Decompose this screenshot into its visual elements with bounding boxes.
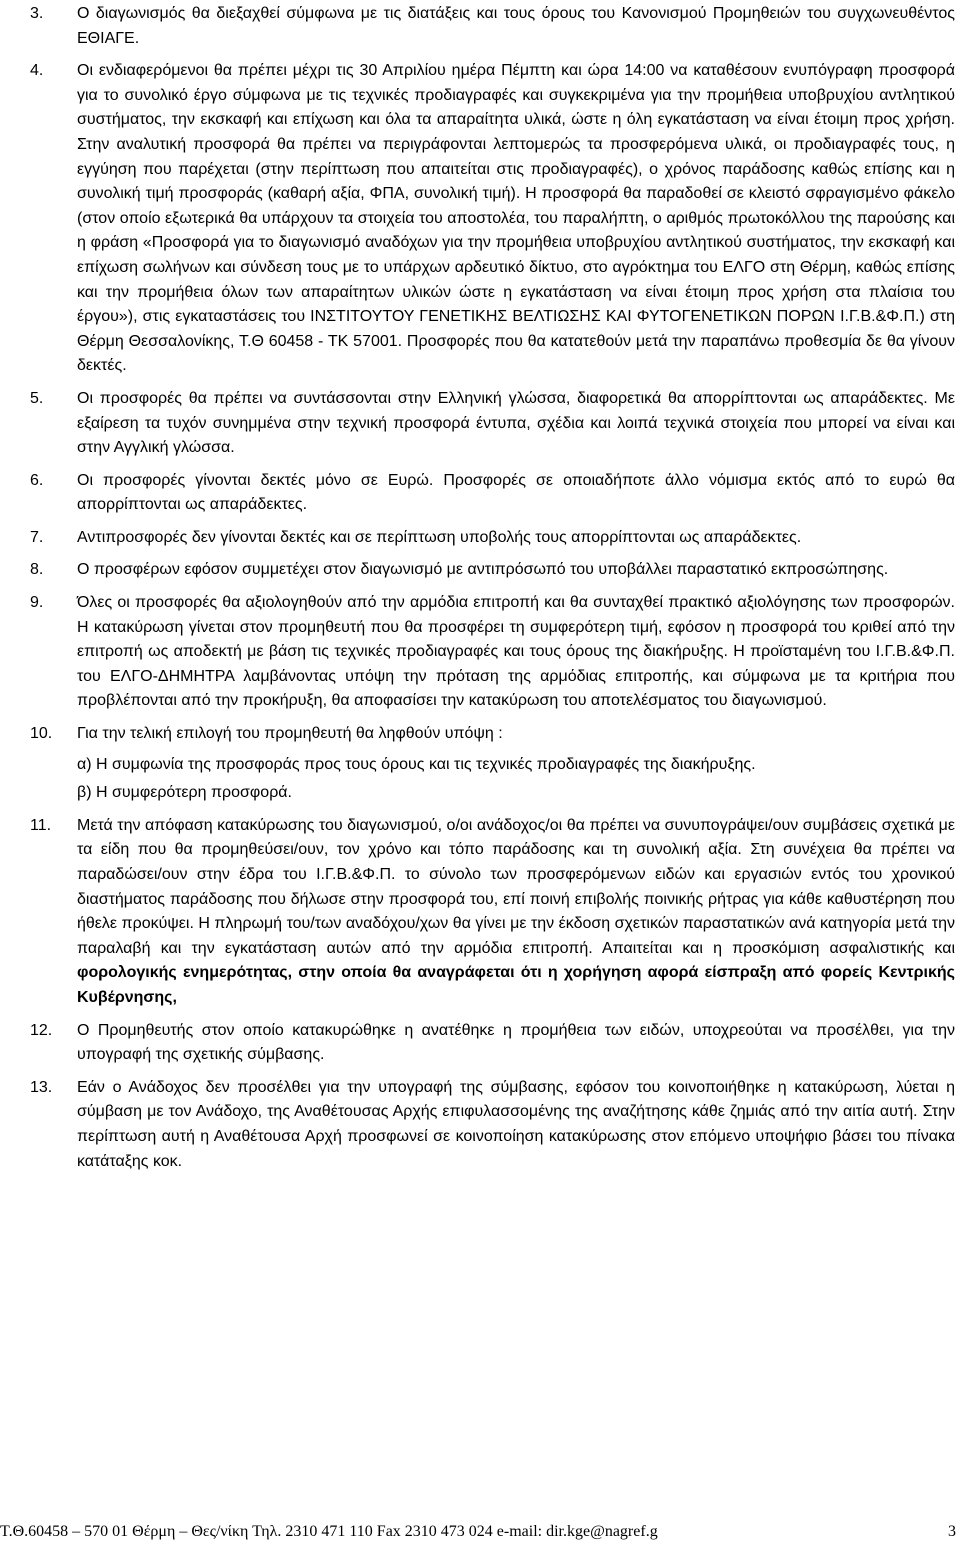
term-item-9: [0, 591, 960, 714]
term-text: Ο διαγωνισμός θα διεξαχθεί σύμφωνα με τις διατάξεις και τους όρους του Κανονισμού Προμηθειών του συγχωνευθέντος ΕΘΙΑΓΕ.: [77, 5, 955, 47]
term-text: Όλες οι προσφορές θα αξιολογηθούν από την αρμόδια επιτροπή και θα συνταχθεί πρακτικό αξιολόγησης των προσφορών. Η κατακύρωση γίνεται στον προμηθευτή που θα προσφέρει τη συμφερότερη τιμή, εφόσον η προσφορά του κριθεί από την επιτροπή ως αποδεκτή με βάση τις τεχνικές προδιαγραφές και τους όρους της διακήρυξης. Η προϊσταμένη του Ι.Γ.Β.&Φ.Π. του ΕΛΓΟ-ΔΗΜΗΤΡΑ λαμβάνοντας υπόψη την πρόταση της αρμόδιας επιτροπής, και σύμφωνα με τα κριτήρια που προβλέπονται από την προκήρυξη, θα αποφασίσει την κατακύρωση του αποτελέσματος του διαγωνισμού.: [77, 594, 955, 710]
term-item-10: [0, 722, 960, 806]
term-text-container: [77, 814, 955, 1011]
term-item-13: [0, 1076, 960, 1174]
sub-criterion-a: α) Η συμφωνία της προσφοράς προς τους όρους και τις τεχνικές προδιαγραφές της διακήρυξης.: [77, 755, 756, 773]
term-number: 6.: [30, 471, 44, 489]
term-text: Ο προσφέρων εφόσον συμμετέχει στον διαγωνισμό με αντιπρόσωπό του υποβάλλει παραστατικό εκπροσώπησης.: [77, 561, 889, 579]
footer-contact-info: Τ.Θ.60458 – 570 01 Θέρμη – Θες/νίκη Τηλ. 2310 471 110 Fax 2310 473 024 e-mail: dir.kge@nagref.g: [0, 1523, 658, 1540]
term-number: 12.: [30, 1021, 53, 1039]
term-item-12: [0, 1019, 960, 1068]
term-number: 5.: [30, 389, 44, 407]
term-text: Οι προσφορές γίνονται δεκτές μόνο σε Ευρώ. Προσφορές σε οποιαδήποτε άλλο νόμισμα εκτός από το ευρώ θα απορρίπτονται ως απαράδεκτες.: [77, 471, 955, 514]
term-text: Για την τελική επιλογή του προμηθευτή θα ληφθούν υπόψη :: [77, 725, 503, 743]
term-number: 3.: [30, 5, 44, 22]
term-number: 4.: [30, 62, 44, 80]
term-item-4: [0, 59, 960, 379]
term-number: 10.: [30, 725, 53, 743]
term-text-bold: φορολογικής ενημερότητας, στην οποία θα αναγράφεται ότι η χορήγηση αφορά είσπραξη από φορείς Κεντρικής Κυβέρνησης,: [77, 964, 955, 1006]
term-number: 8.: [30, 561, 44, 579]
term-number: 7.: [30, 528, 44, 546]
term-number: 9.: [30, 594, 44, 612]
term-text: Οι ενδιαφερόμενοι θα πρέπει μέχρι τις 30 Απριλίου ημέρα Πέμπτη και ώρα 14:00 να καταθέσουν ενυπόγραφη προσφορά για το συνολικό έργο σύμφωνα με τις τεχνικές προδιαγραφές και συγκεκριμένα για την προμήθεια υποβρυχίου αντλητικού συστήματος, την εκσκαφή και επίχωση και όλα τα απαραίτητα υλικά, ώστε η όλη εγκατάσταση να είναι έτοιμη προς χρήση. Στην αναλυτική προσφορά θα πρέπει να περιγράφονται λεπτομερώς τα προσφερόμενα υλικά, οι προδιαγραφές τους, η εγγύηση που παρέχεται (στην περίπτωση που απαιτείται στις προδιαγραφές), ο χρόνος παράδοσης καθώς επίσης και η συνολική τιμή προσφοράς (καθαρή αξία, ΦΠΑ, συνολική τιμή). Η προσφορά θα παραδοθεί σε κλειστό σφραγισμένο φάκελο (στον οποίο εξωτερικά θα υπάρχουν τα στοιχεία του αποστολέα, του παραλήπτη, ο αριθμός πρωτοκόλλου της παρούσης και η φράση «Προσφορά για το διαγωνισμό αναδόχων για την προμήθεια υποβρυχίου αντλητικού συστήματος, την εκσκαφή και επίχωση σωλήνων και σύνδεση τους με το υπάρχων αρδευτικό δίκτυο, στο αγρόκτημα του ΕΛΓΟ στη Θέρμη, καθώς επίσης και την προμήθεια όλων των απαραίτητων υλικών ώστε η εγκατάσταση να είναι έτοιμη προς χρήση στα πλαίσια του έργου»), στις εγκαταστάσεις του ΙΝΣΤΙΤΟΥΤΟΥ ΓΕΝΕΤΙΚΗΣ ΒΕΛΤΙΩΣΗΣ ΚΑΙ ΦΥΤΟΓΕΝΕΤΙΚΩΝ ΠΟΡΩΝ Ι.Γ.Β.&Φ.Π.) στη Θέρμη Θεσσαλονίκης, Τ.Θ 60458 - ΤΚ 57001. Προσφορές που θα κατατεθούν μετά την παραπάνω προθεσμία δε θα γίνουν δεκτές.: [77, 62, 955, 375]
term-text: Μετά την απόφαση κατακύρωσης του διαγωνισμού, ο/οι ανάδοχος/οι θα πρέπει να συνυπογράψει/ουν συμβάσεις σχετικά με τα είδη που θα προμηθεύσει/ουν, τον χρόνο και τόπο παράδοσης και τη συνολική αξία. Στη συνέχεια θα πρέπει να παραδώσει/ουν στην έδρα του Ι.Γ.Β.&Φ.Π. το σύνολο των προσφερόμενων ειδών και εργασιών εντός του χρονικού διαστήματος παράδοσης που δήλωσε στην προσφορά του, επί ποινή επιβολής ποινικής ρήτρας για κάθε καθυστέρηση που ήθελε προκύψει. Η πληρωμή του/των αναδόχου/χων θα γίνει με την έκδοση σχετικών παραστατικών ανά κατηγορία μετά την παραλαβή και την εγκατάσταση αυτών από την αρμόδια επιτροπή. Απαιτείται και η προσκόμιση ασφαλιστικής και: [77, 816, 955, 957]
term-item-3: [0, 2, 960, 51]
term-item-8: [0, 558, 960, 583]
sub-criterion-b: β) Η συμφερότερη προσφορά.: [77, 784, 292, 802]
term-item-5: [0, 387, 960, 461]
term-text: Αντιπροσφορές δεν γίνονται δεκτές και σε περίπτωση υποβολής τους απορρίπτονται ως απαράδεκτες.: [77, 528, 802, 546]
term-number: 11.: [30, 816, 52, 834]
term-item-11: [0, 814, 960, 1011]
terms-list: [0, 2, 960, 1182]
term-text: Ο Προμηθευτής στον οποίο κατακυρώθηκε η ανατέθηκε η προμήθεια των ειδών, υποχρεούται να προσέλθει, για την υπογραφή της σχετικής σύμβασης.: [77, 1021, 955, 1064]
term-text: Εάν ο Ανάδοχος δεν προσέλθει για την υπογραφή της σύμβασης, εφόσον του κοινοποιήθηκε η κατακύρωση, λύεται η σύμβαση με τον Ανάδοχο, της Αναθέτουσας Αρχής επιφυλασσομένης της αναζήτησης κάθε ζημιάς από την αιτία αυτή. Στην περίπτωση αυτή η Αναθέτουσα Αρχή προσφωνεί σε κοινοποίηση κατακύρωσης στον επόμενο υποψήφιο βάσει του πίνακα κατάταξης κοκ.: [77, 1078, 955, 1170]
page-number: 3: [948, 1523, 956, 1540]
term-item-6: [0, 469, 960, 518]
term-number: 13.: [30, 1078, 53, 1096]
term-item-7: [0, 526, 960, 551]
term-text: Οι προσφορές θα πρέπει να συντάσσονται στην Ελληνική γλώσσα, διαφορετικά θα απορρίπτονται ως απαράδεκτες. Με εξαίρεση τα τυχόν συνημμένα στην τεχνική προσφορά έντυπα, σχέδια και λοιπά τεχνικά στοιχεία που μπορεί να είναι και στην Αγγλική γλώσσα.: [77, 389, 955, 457]
